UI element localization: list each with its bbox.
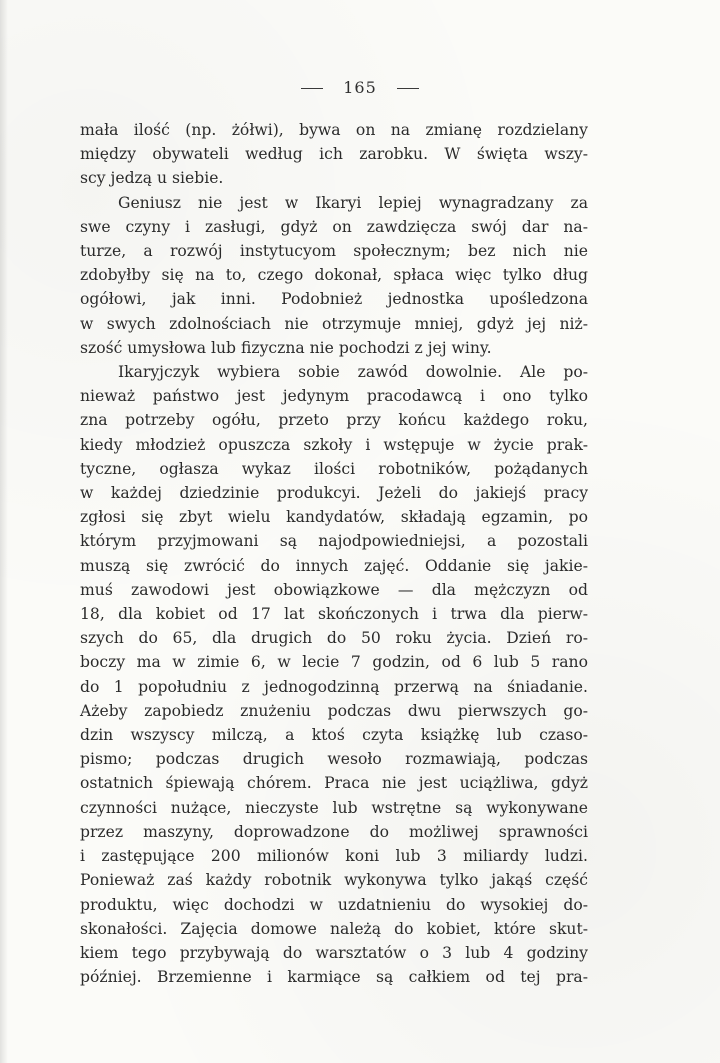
- text-line: pismo; podczas drugich wesoło rozmawiają, podczas: [80, 750, 588, 769]
- text-line: kiedy młodzież opuszcza szkoły i wstępuje w życie prak-: [80, 435, 588, 454]
- text-line: przez maszyny, doprowadzone do możliwej sprawności: [80, 822, 588, 841]
- page-number: [0, 78, 720, 97]
- text-line: Geniusz nie jest w Ikaryi lepiej wynagradzany za: [118, 193, 588, 212]
- text-line: Ażeby zapobiedz znużeniu podczas dwu pierwszych go-: [80, 701, 588, 720]
- text-line: i zastępujące 200 milionów koni lub 3 miliardy ludzi.: [80, 847, 588, 866]
- paragraph-1: [80, 118, 588, 191]
- text-line: później. Brzemienne i karmiące są całkiem od tej pra-: [80, 968, 588, 987]
- text-line: mała ilość (np. żółwi), bywa on na zmianę rozdzielany: [80, 121, 588, 139]
- text-line: dzin wszyscy milczą, a ktoś czyta książkę lub czaso-: [80, 726, 588, 745]
- text-line: skonałości. Zajęcia domowe należą do kobiet, które skut-: [80, 919, 588, 938]
- text-line: kiem tego przybywają do warsztatów o 3 lub 4 godziny: [80, 943, 588, 962]
- text-line: w swych zdolnościach nie otrzymuje mniej, gdyż jej niż-: [80, 314, 588, 333]
- text-line: scy jedzą u siebie.: [80, 169, 224, 188]
- text-line: zdobyłby się na to, czego dokonał, spłaca więc tylko dług: [80, 266, 588, 285]
- text-line: zna potrzeby ogółu, przeto przy końcu każdego roku,: [80, 411, 588, 430]
- text-line: między obywateli według ich zarobku. W święta wszy-: [80, 145, 588, 164]
- page-number-dash-right: [397, 88, 419, 89]
- text-line: tyczne, ogłasza wykaz ilości robotników, pożądanych: [80, 459, 588, 478]
- page-number-dash-left: [301, 88, 323, 89]
- text-line: boczy ma w zimie 6, w lecie 7 godzin, od 6 lub 5 rano: [80, 653, 588, 672]
- text-line: produktu, więc dochodzi w uzdatnieniu do wysokiej do-: [80, 895, 588, 914]
- text-line: Ikaryjczyk wybiera sobie zawód dowolnie. Ale po-: [118, 363, 588, 382]
- text-line: Ponieważ zaś każdy robotnik wykonywa tylko jakąś część: [80, 871, 588, 890]
- text-line: nieważ państwo jest jedynym pracodawcą i ono tylko: [80, 387, 588, 406]
- page-number-value: 165: [343, 78, 377, 97]
- text-line: 18, dla kobiet od 17 lat skończonych i trwa dla pierw-: [80, 605, 588, 624]
- text-line: ostatnich śpiewają chórem. Praca nie jest uciążliwa, gdyż: [80, 774, 588, 793]
- text-line: muś zawodowi jest obowiązkowe — dla mężczyzn od: [80, 580, 588, 599]
- text-line: czynności nużące, nieczyste lub wstrętne są wykonywane: [80, 798, 588, 817]
- page-edge-shadow: [0, 0, 8, 1063]
- text-line: muszą się zwrócić do innych zajęć. Oddanie się jakie-: [80, 556, 588, 575]
- text-line: zgłosi się zbyt wielu kandydatów, składają egzamin, po: [80, 508, 588, 527]
- text-line: którym przyjmowani są najodpowiedniejsi, a pozostali: [80, 532, 588, 551]
- text-line: turze, a rozwój instytucyom społecznym; bez nich nie: [80, 242, 588, 261]
- body-text: [80, 118, 588, 989]
- text-line: szość umysłowa lub fizyczna nie pochodzi z jej winy.: [80, 338, 492, 357]
- text-line: ogółowi, jak inni. Podobnież jednostka upośledzona: [80, 290, 588, 309]
- paragraph-3: [80, 360, 588, 989]
- text-line: do 1 popołudniu z jednogodzinną przerwą na śniadanie.: [80, 677, 588, 696]
- text-line: szych do 65, dla drugich do 50 roku życia. Dzień ro-: [80, 629, 588, 648]
- text-line: w każdej dziedzinie produkcyi. Jeżeli do jakiejś pracy: [80, 484, 588, 503]
- text-line: swe czyny i zasługi, gdyż on zawdzięcza swój dar na-: [80, 217, 588, 236]
- paragraph-2: [80, 191, 588, 360]
